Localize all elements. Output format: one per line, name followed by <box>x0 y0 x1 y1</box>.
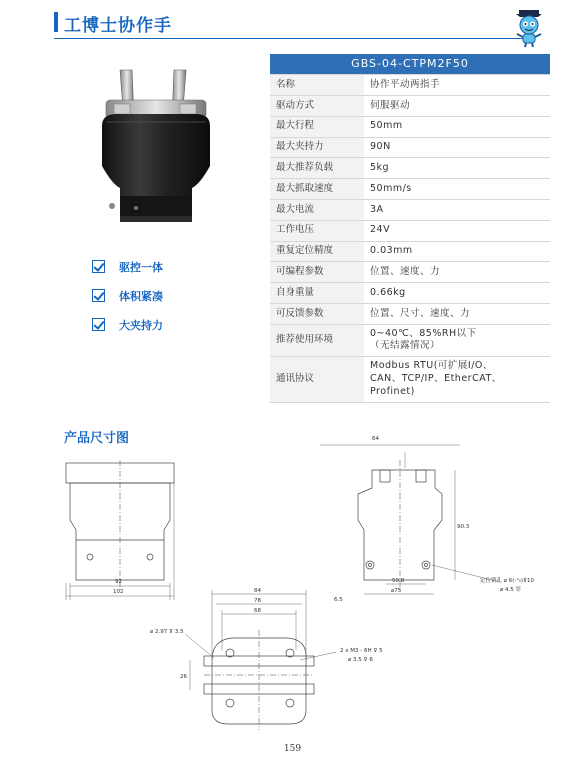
spec-value: 0.03mm <box>364 241 550 262</box>
feature-item <box>92 252 163 281</box>
spec-value: 50mm/s <box>364 179 550 200</box>
spec-value: 位置、尺寸、速度、力 <box>364 304 550 325</box>
spec-key: 驱动方式 <box>270 96 364 117</box>
dim-90-3: 90.3 <box>457 524 470 530</box>
title-accent-bar <box>54 12 58 32</box>
spec-key: 最大电流 <box>270 200 364 221</box>
spec-value: 位置、速度、力 <box>364 262 550 283</box>
spec-key: 名称 <box>270 75 364 96</box>
page-title: 工博士协作手 <box>64 16 172 36</box>
dim-84: 84 <box>254 588 261 594</box>
table-row <box>270 356 550 402</box>
gripper-product-image <box>96 66 216 234</box>
spec-value: 24V <box>364 220 550 241</box>
spec-value <box>364 324 550 356</box>
note-hole-2b: ⌀ 3.5 ⊽ 6 <box>348 657 373 663</box>
spec-value: 0.66kg <box>364 283 550 304</box>
table-row <box>270 324 550 356</box>
spec-value-line: 0~40℃、85%RH以下 <box>370 327 477 339</box>
note-pos-1: 定位销孔 ⌀ 6(-⁰₀)⊽10 <box>480 578 535 584</box>
feature-item <box>92 310 163 339</box>
dim-64: 64 <box>372 436 379 442</box>
spec-value: 90N <box>364 137 550 158</box>
spec-value-line: （无结露情况） <box>370 340 441 352</box>
page-number: 159 <box>283 744 302 754</box>
spec-key: 可反馈参数 <box>270 304 364 325</box>
note-pos-2: ⌀ 4.5 穿 <box>500 587 522 593</box>
spec-key: 最大抓取速度 <box>270 179 364 200</box>
feature-label: 体积紧凑 <box>119 289 163 303</box>
note-hole-2a: 2 x M3 - 6H ⊽ 5 <box>340 648 383 654</box>
title-divider <box>54 38 524 39</box>
section-title: 产品尺寸图 <box>64 431 130 446</box>
table-row <box>270 137 550 158</box>
feature-label: 驱控一体 <box>119 260 163 274</box>
table-row <box>270 200 550 221</box>
feature-label: 大夹持力 <box>119 318 163 332</box>
table-row <box>270 96 550 117</box>
spec-key: 最大夹持力 <box>270 137 364 158</box>
spec-value: 3A <box>364 200 550 221</box>
table-row <box>270 116 550 137</box>
feature-list <box>92 252 163 339</box>
table-row <box>270 241 550 262</box>
spec-key: 通讯协议 <box>270 356 364 402</box>
note-hole-1: ⌀ 2.97 ⊽ 3.5 <box>150 629 184 635</box>
table-row <box>270 262 550 283</box>
spec-value: 协作平动两指手 <box>364 75 550 96</box>
dim-6-5: 6.5 <box>334 597 343 603</box>
spec-key: 最大行程 <box>270 116 364 137</box>
dim-26: 26 <box>180 674 187 680</box>
dim-50-8: 50.8 <box>392 578 405 584</box>
spec-table <box>270 54 550 403</box>
checkbox-icon <box>92 260 105 273</box>
dim-92: 92 <box>115 579 122 585</box>
table-row <box>270 220 550 241</box>
spec-value-line: Modbus RTU(可扩展I/O、 <box>370 360 493 372</box>
table-row <box>270 304 550 325</box>
spec-key: 可编程参数 <box>270 262 364 283</box>
table-row <box>270 75 550 96</box>
spec-value: 50mm <box>364 116 550 137</box>
spec-value-line: CAN、TCP/IP、EtherCAT、 <box>370 372 502 384</box>
spec-key: 自身重量 <box>270 283 364 304</box>
spec-key: 推荐使用环境 <box>270 324 364 356</box>
dim-102: 102 <box>113 589 124 595</box>
checkbox-icon <box>92 318 105 331</box>
table-row <box>270 158 550 179</box>
dim-68: 68 <box>254 608 261 614</box>
checkbox-icon <box>92 289 105 302</box>
table-row <box>270 283 550 304</box>
spec-key: 重复定位精度 <box>270 241 364 262</box>
spec-value <box>364 356 550 402</box>
spec-value-line: Profinet) <box>370 385 415 397</box>
spec-key: 最大推荐负载 <box>270 158 364 179</box>
feature-item <box>92 281 163 310</box>
spec-value: 伺服驱动 <box>364 96 550 117</box>
mascot-icon <box>508 6 550 48</box>
spec-table-model: GBS-04-CTPM2F50 <box>270 54 550 75</box>
dim-78: 78 <box>254 598 261 604</box>
dim-75: ⌀75 <box>391 588 402 594</box>
table-row <box>270 179 550 200</box>
spec-value: 5kg <box>364 158 550 179</box>
spec-key: 工作电压 <box>270 220 364 241</box>
